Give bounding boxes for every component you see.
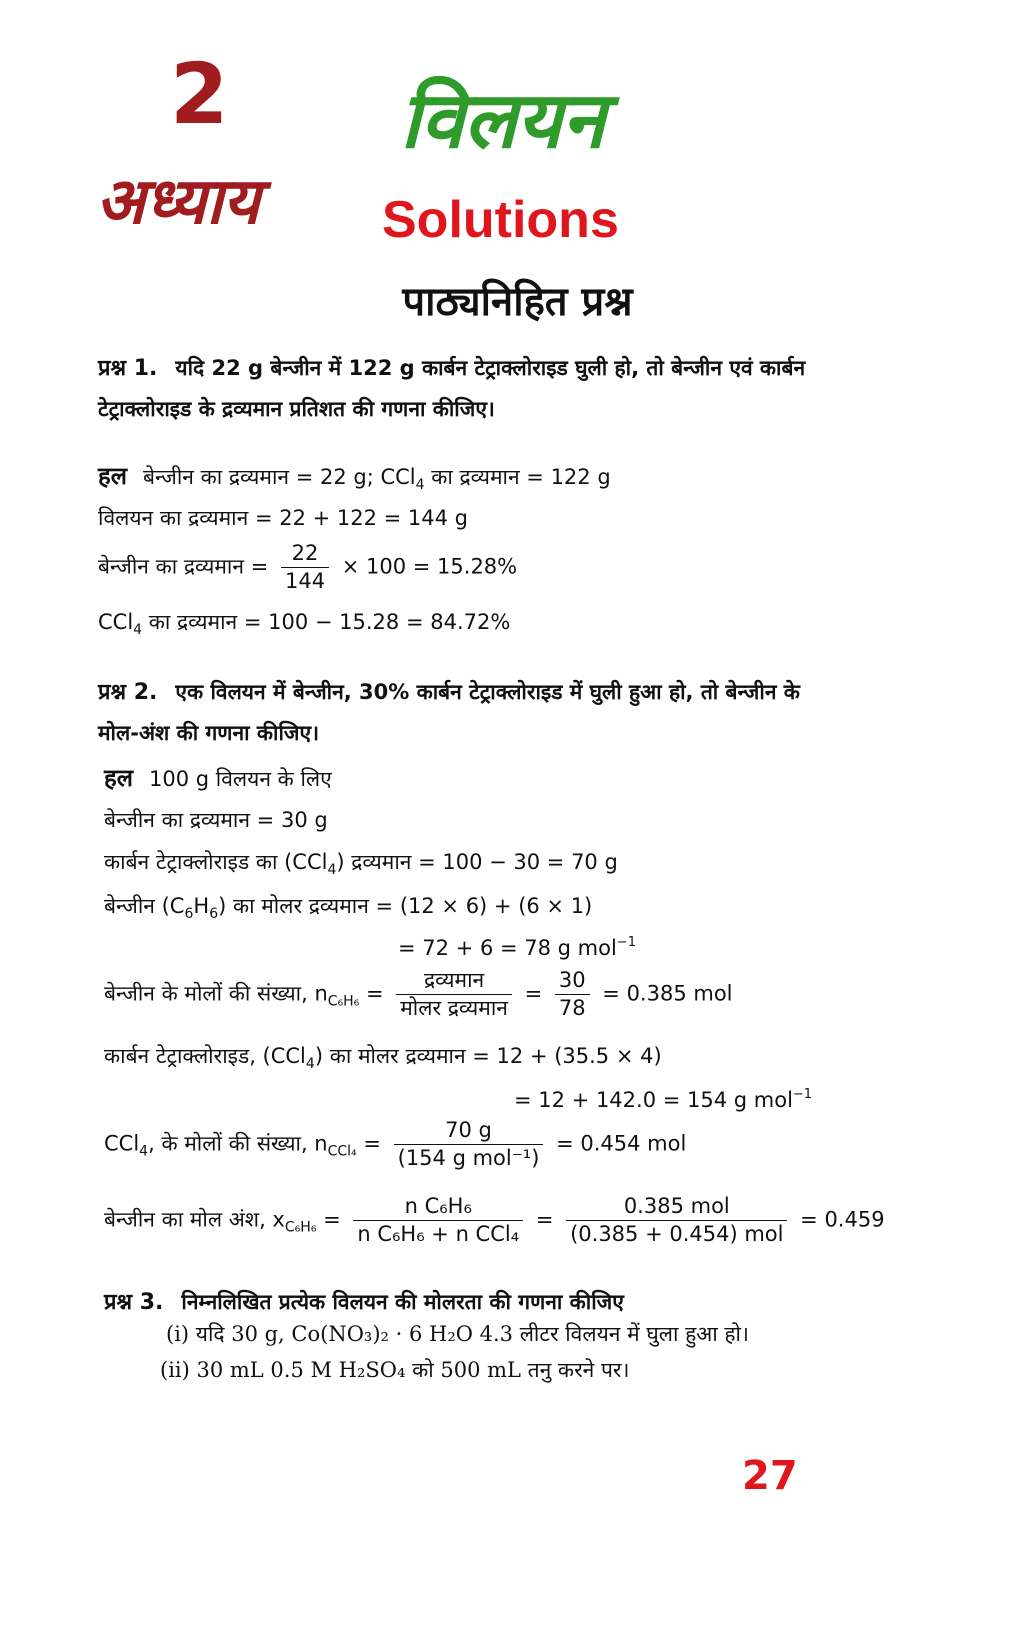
q2-step6-fraction xyxy=(396,970,512,1019)
q2-step9-denominator: (154 g mol⁻¹) xyxy=(397,1146,540,1170)
q1-step3-rhs: × 100 = 15.28% xyxy=(341,554,518,579)
q2-step7-sub: 4 xyxy=(305,1056,315,1072)
question-1-text-line1: यदि 22 g बेन्जीन में 122 g कार्बन टेट्राक्लोराइड घुली हो, तो बेन्जीन एवं कार्बन xyxy=(175,356,806,380)
question-3 xyxy=(104,1282,944,1323)
q2-step9-sub2: CCl₄ xyxy=(327,1143,357,1160)
chapter-word: अध्याय xyxy=(96,165,260,239)
q2-step7-text-a: कार्बन टेट्राक्लोराइड, (CCl xyxy=(104,1044,306,1068)
q2-step1-text: 100 g विलयन के लिए xyxy=(149,767,332,791)
q2-step4-sub1: 6 xyxy=(184,906,194,922)
q1-step1-text: बेन्जीन का द्रव्यमान = 22 g; CCl xyxy=(143,465,416,489)
chapter-title-english: Solutions xyxy=(382,191,619,249)
q1-step1-text-b: का द्रव्यमान = 122 g xyxy=(424,465,611,489)
q1-solution-step1 xyxy=(98,464,611,492)
question-3-label: प्रश्न 3. xyxy=(104,1290,164,1315)
q2-solution-step5 xyxy=(398,936,636,959)
q2-step3-text-b: ) द्रव्यमान = 100 − 30 = 70 g xyxy=(336,850,618,874)
q2-step2-text: बेन्जीन का द्रव्यमान = 30 g xyxy=(104,808,328,832)
question-3-part-i xyxy=(166,1324,749,1345)
q1-step3-numerator: 22 xyxy=(281,543,329,568)
solution-label: हल xyxy=(104,764,134,792)
q1-step4-text: CCl xyxy=(98,610,134,634)
q2-solution-step4 xyxy=(104,896,592,921)
q1-step3-denominator: 144 xyxy=(284,569,326,593)
question-1 xyxy=(98,348,938,429)
question-2-text-line1: एक विलयन में बेन्जीन, 30% कार्बन टेट्राक्लोराइड में घुली हुआ हो, तो बेन्जीन के xyxy=(175,680,800,704)
q2-solution-step1 xyxy=(104,766,332,790)
q2-step10-fraction2 xyxy=(566,1196,787,1245)
q1-step3-lhs: बेन्जीन का द्रव्यमान = xyxy=(98,554,269,579)
q2-step3-text-a: कार्बन टेट्राक्लोराइड का (CCl xyxy=(104,850,328,874)
q2-step6-result: = 0.385 mol xyxy=(602,981,733,1006)
question-1-label: प्रश्न 1. xyxy=(98,356,158,381)
solution-label: हल xyxy=(98,462,128,490)
q2-solution-step9: CCl$_4$, के मोलों की संख्या, $n_{CCl_4}$ = $\frac{70 g}{\text{(154 g mol⁻¹)}}$ = 0.454 mol xyxy=(104,1118,687,1170)
q2-solution-step6: बेन्जीन के मोलों की संख्या, $n_{C_6H_6}$ = $\frac{\text{द्रव्यमान}}{\text{मोलर द्रव्यमान}}$ = $\frac{30}{78}$ = 0.385 mol xyxy=(104,968,733,1020)
q2-step4-text-b: ) का मोलर द्रव्यमान = (12 × 6) + (6 × 1) xyxy=(218,894,593,918)
question-1-text-line2: टेट्राक्लोराइड के द्रव्यमान प्रतिशत की गणना कीजिए। xyxy=(98,397,495,421)
q2-step10-denominator: n C₆H₆ + n CCl₄ xyxy=(357,1222,520,1246)
q2-step10-numerator2: 0.385 mol xyxy=(566,1196,787,1221)
q2-step10-denominator2: (0.385 + 0.454) mol xyxy=(570,1222,784,1246)
q1-step1-sub: 4 xyxy=(415,477,425,493)
chapter-number: 2 xyxy=(170,45,229,143)
q2-step3-sub: 4 xyxy=(327,862,337,878)
q2-step6-denominator: मोलर द्रव्यमान xyxy=(400,996,508,1020)
q2-step10-result: = 0.459 xyxy=(800,1207,885,1232)
section-title: पाठ्यनिहित प्रश्न xyxy=(402,279,633,325)
q2-step10-sub: C₆H₆ xyxy=(284,1219,317,1236)
q2-solution-step7 xyxy=(104,1046,662,1071)
q2-step9-sub: 4 xyxy=(139,1143,149,1160)
q2-step7-text-b: ) का मोलर द्रव्यमान = 12 + (35.5 × 4) xyxy=(314,1044,662,1068)
q2-step10-numerator: n C₆H₆ xyxy=(353,1196,523,1221)
question-3-part-ii xyxy=(160,1360,629,1381)
q1-step2-text: विलयन का द्रव्यमान = 22 + 122 = 144 g xyxy=(98,506,469,530)
q1-step3-fraction xyxy=(281,543,329,592)
q2-step9-numerator: 70 g xyxy=(394,1120,544,1145)
page-number: 27 xyxy=(742,1453,798,1499)
q2-solution-step8 xyxy=(514,1088,812,1111)
q2-step9-text-b: , के मोलों की संख्या, n xyxy=(148,1131,328,1156)
question-3-part-ii-text: (ii) 30 mL 0.5 M H₂SO₄ को 500 mL तनु करने पर। xyxy=(160,1358,630,1382)
q2-solution-step2 xyxy=(104,810,328,831)
q1-solution-step2 xyxy=(98,508,468,529)
q2-solution-step10: बेन्जीन का मोल अंश, $x_{C_6H_6}$ = $\frac{\text{n C₆H₆}}{\text{n C₆H₆ + n CCl₄}}$ = $\frac{\text{0.385 mol}}{\text{(0.385 + 0.454) mol}}$ = 0.459 xyxy=(104,1194,885,1246)
q2-step6-numerator2: 30 xyxy=(555,970,590,995)
q2-step6-numerator: द्रव्यमान xyxy=(396,970,512,995)
q2-solution-step3 xyxy=(104,852,618,877)
chapter-title-hindi: विलयन xyxy=(400,76,605,166)
q2-step8-sup: −1 xyxy=(792,1087,813,1102)
q2-step4-mid: H xyxy=(193,894,210,918)
question-2-text-line2: मोल-अंश की गणना कीजिए। xyxy=(98,721,320,745)
q1-step4-sub: 4 xyxy=(133,622,143,638)
q2-step10-text: बेन्जीन का मोल अंश, x xyxy=(104,1207,285,1232)
q2-step9-fraction xyxy=(394,1120,544,1169)
question-3-text: निम्नलिखित प्रत्येक विलयन की मोलरता की गणना कीजिए xyxy=(181,1290,624,1314)
q1-solution-step3 xyxy=(98,543,517,592)
question-2-label: प्रश्न 2. xyxy=(98,680,158,705)
q1-solution-step4 xyxy=(98,612,510,637)
q2-step6-sub: C₆H₆ xyxy=(327,993,360,1010)
q2-step6-fraction2 xyxy=(555,970,590,1019)
q2-step5-text: = 72 + 6 = 78 g mol xyxy=(398,936,617,960)
q2-step8-text: = 12 + 142.0 = 154 g mol xyxy=(514,1088,793,1112)
q2-step9-result: = 0.454 mol xyxy=(556,1131,687,1156)
q2-step4-sub2: 6 xyxy=(209,906,219,922)
q2-step5-sup: −1 xyxy=(616,935,636,950)
question-3-part-i-text: (i) यदि 30 g, Co(NO₃)₂ · 6 H₂O 4.3 लीटर विलयन में घुला हुआ हो। xyxy=(166,1322,749,1346)
q2-step9-text-a: CCl xyxy=(104,1131,140,1156)
q2-step6-text: बेन्जीन के मोलों की संख्या, n xyxy=(104,981,328,1006)
question-2 xyxy=(98,672,938,753)
q2-step4-text-a: बेन्जीन (C xyxy=(104,894,185,918)
q2-step10-fraction xyxy=(353,1196,523,1245)
q2-step6-denominator2: 78 xyxy=(558,996,586,1020)
q1-step4-text-b: का द्रव्यमान = 100 − 15.28 = 84.72% xyxy=(142,610,511,634)
